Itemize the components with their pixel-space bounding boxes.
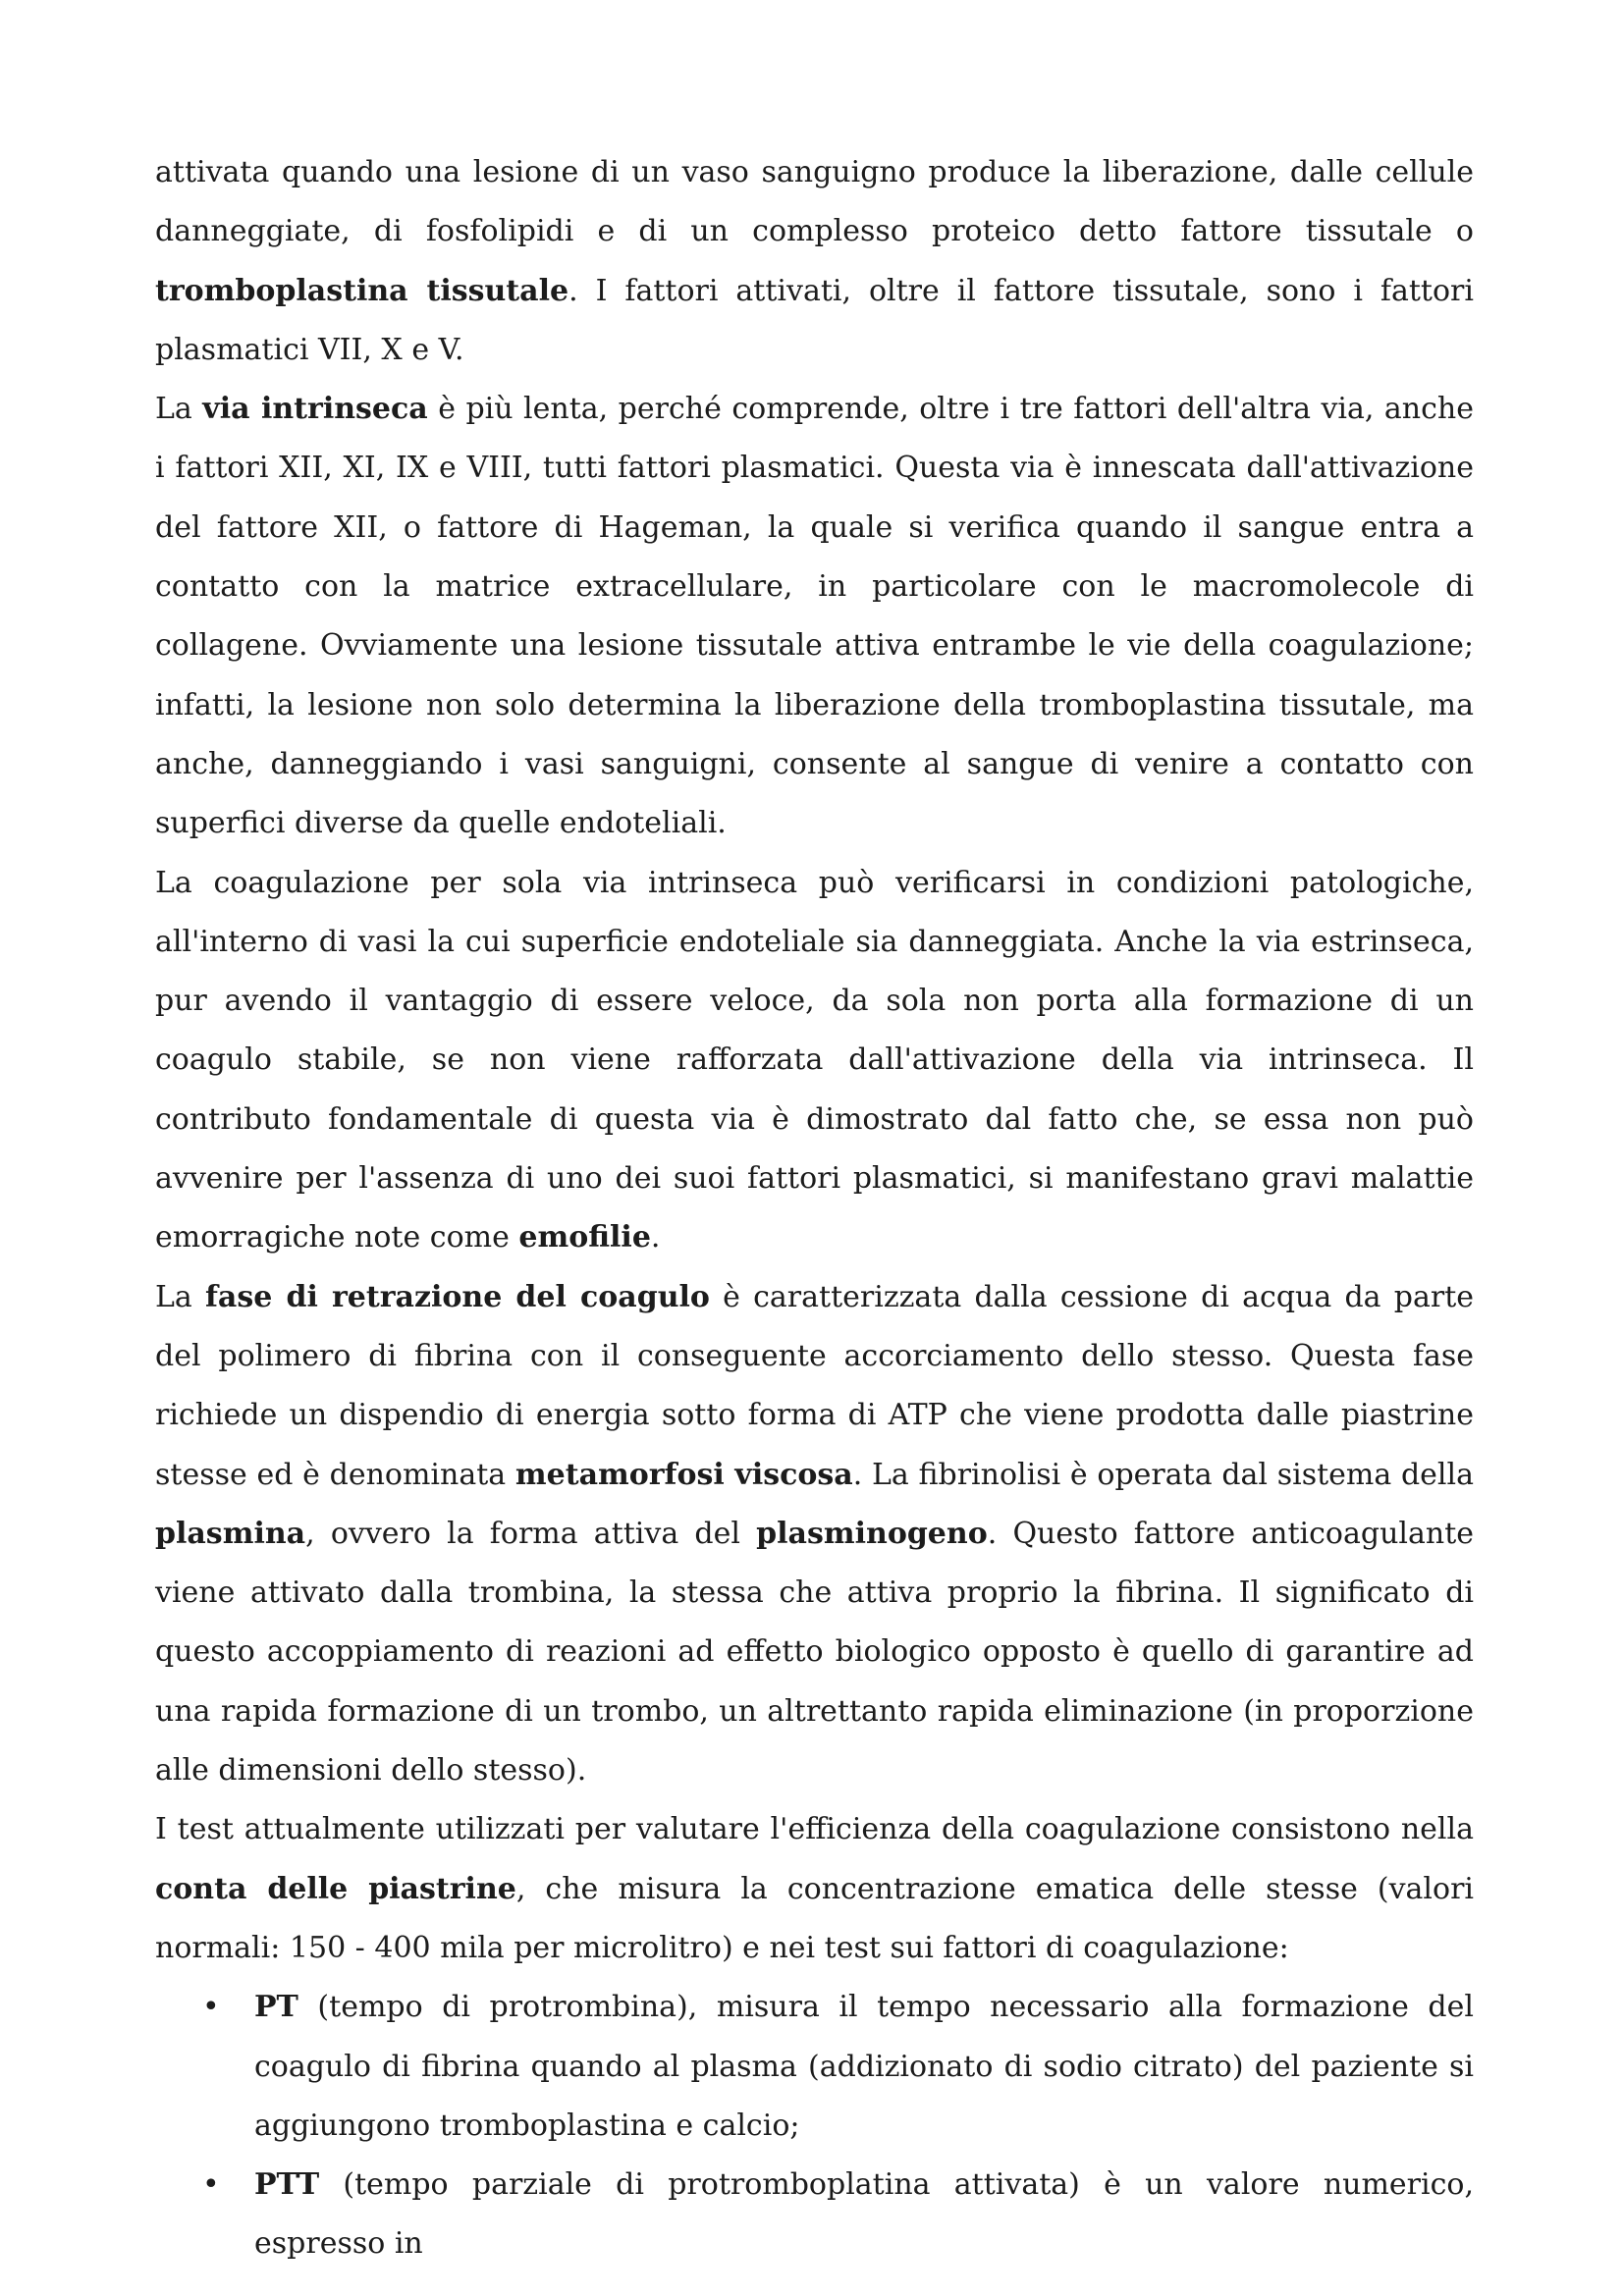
text-run: La	[155, 392, 203, 427]
bold-term: emofilie	[518, 1220, 651, 1255]
text-run: attivata quando una lesione di un vaso sanguigno produce la liberazione, dalle cellule danneggiate, di fosfolipidi e di un complesso proteico detto fattore tissutale o	[155, 155, 1474, 249]
text-run: . Questo fattore anticoagulante viene attivato dalla trombina, la stessa che attiva proprio la fibrina. Il significato di questo accoppiamento di reazioni ad effetto biologico opposto è quello di garantire ad una rapida formazione di un trombo, un altrettanto rapida eliminazione (in proporzione alle dimensioni dello stesso).	[155, 1516, 1474, 1789]
bullet-dot-icon: •	[202, 1990, 220, 2025]
text-run: La coagulazione per sola via intrinseca può verificarsi in condizioni patologiche, all'interno di vasi la cui superficie endoteliale sia danneggiata. Anche la via estrinseca, pur avendo il vantaggio di essere veloce, da sola non porta alla formazione di un coagulo stabile, se non viene rafforzata dall'attivazione della via intrinseca. Il contributo fondamentale di questa via è dimostrato dal fatto che, se essa non può avvenire per l'assenza di uno dei suoi fattori plasmatici, si manifestano gravi malattie emorragiche note come	[155, 865, 1474, 1255]
paragraph-coagulazione-intrinseca	[155, 854, 1474, 1268]
text-run: , ovvero la forma attiva del	[305, 1516, 757, 1551]
bold-term: tromboplastina tissutale	[155, 273, 569, 308]
bold-term: PTT	[254, 2167, 320, 2203]
text-run: .	[650, 1220, 661, 1255]
bold-term: fase di retrazione del coagulo	[205, 1279, 710, 1314]
text-run: , che misura la concentrazione ematica delle stesse (valori normali: 150 - 400 mila per microlitro) e nei test sui fattori di coagulazione:	[155, 1871, 1475, 1965]
paragraph-list	[155, 143, 1474, 1978]
document-page	[155, 143, 1474, 2274]
paragraph-estrinseca-continuation	[155, 143, 1474, 380]
bold-term: plasmina	[155, 1516, 306, 1551]
text-run: . I fattori attivati, oltre il fattore tissutale, sono i fattori plasmatici VII, X e V.	[155, 273, 1474, 367]
bold-term: PT	[254, 1990, 298, 2025]
text-run: I test attualmente utilizzati per valutare l'efficienza della coagulazione consistono nella	[155, 1812, 1474, 1847]
bold-term: plasminogeno	[756, 1516, 988, 1551]
text-run: (tempo di protrombina), misura il tempo necessario alla formazione del coagulo di fibrina quando al plasma (addizionato di sodio citrato) del paziente si aggiungono tromboplastina e calcio;	[254, 1990, 1474, 2143]
bold-term: metamorfosi viscosa	[514, 1457, 853, 1492]
bullet-dot-icon: •	[202, 2167, 220, 2203]
bold-term: conta delle piastrine	[155, 1871, 516, 1906]
text-run: La	[155, 1279, 206, 1314]
paragraph-test-coagulazione	[155, 1800, 1474, 1978]
bold-term: via intrinseca	[202, 392, 428, 427]
text-run: (tempo parziale di protromboplatina attivata) è un valore numerico, espresso in	[254, 2167, 1474, 2262]
paragraph-retrazione-coagulo	[155, 1268, 1474, 1801]
bullet-item-ptt	[155, 2156, 1474, 2274]
text-run: è caratterizzata dalla cessione di acqua da parte del polimero di fibrina con il conseguente accorciamento dello stesso. Questa fase richiede un dispendio di energia sotto forma di ATP che viene prodotta dalle piastrine stesse ed è denominata	[155, 1279, 1475, 1492]
text-run: è più lenta, perché comprende, oltre i tre fattori dell'altra via, anche i fattori XII, XI, IX e VIII, tutti fattori plasmatici. Questa via è innescata dall'attivazione del fattore XII, o fattore di Hageman, la quale si verifica quando il sangue entra a contatto con la matrice extracellulare, in particolare con le macromolecole di collagene. Ovviamente una lesione tissutale attiva entrambe le vie della coagulazione; infatti, la lesione non solo determina la liberazione della tromboplastina tissutale, ma anche, danneggiando i vasi sanguigni, consente al sangue di venire a contatto con superfici diverse da quelle endoteliali.	[155, 392, 1474, 841]
bullet-item-pt	[155, 1978, 1474, 2156]
text-run: . La fibrinolisi è operata dal sistema della	[852, 1457, 1474, 1492]
paragraph-via-intrinseca	[155, 380, 1474, 853]
test-bullet-list	[155, 1978, 1474, 2273]
